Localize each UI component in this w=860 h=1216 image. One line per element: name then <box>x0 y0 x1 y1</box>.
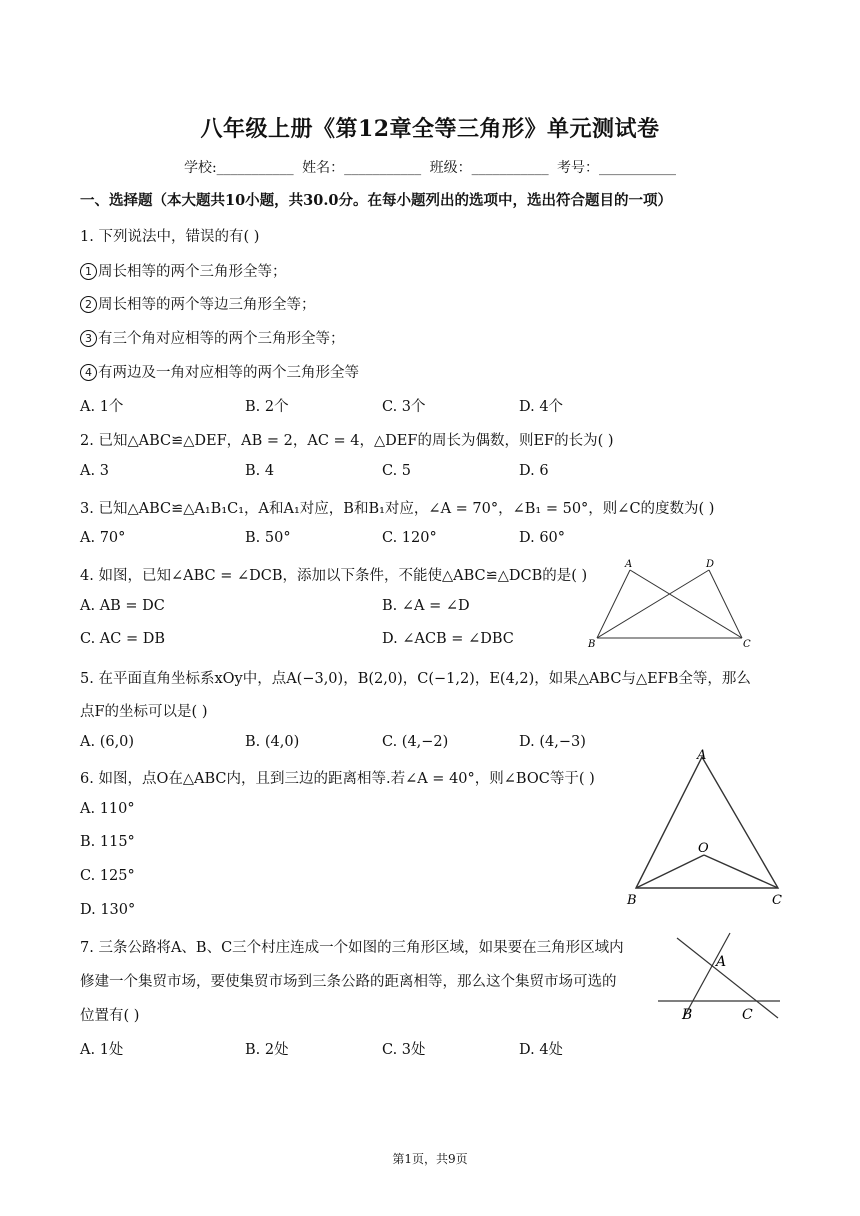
q6-option-a: A. 110° <box>80 801 135 817</box>
q1-item-1 <box>80 260 287 281</box>
exam-number-field: 考号：___________ <box>557 160 677 176</box>
q3-option-d: D. 60° <box>519 530 566 546</box>
q6-option-c: C. 125° <box>80 868 135 884</box>
q1-option-a: A. 1个 <box>80 399 124 415</box>
q5-option-c: C. (4,−2) <box>382 734 449 750</box>
class-field: 班级：___________ <box>429 160 549 176</box>
label-a: A <box>625 559 633 570</box>
label-c: C <box>742 1007 753 1023</box>
q4-option-d: D. ∠ACB = ∠DBC <box>382 631 514 647</box>
label-b: B <box>682 1007 693 1023</box>
q7-option-c: C. 3处 <box>382 1042 426 1058</box>
q7-stem-line1: 7. 三条公路将A、B、C三个村庄连成一个如图的三角形区域，如果要在三角形区域内 <box>80 940 624 956</box>
label-a: A <box>716 954 727 970</box>
q4-stem: 4. 如图，已知∠ABC = ∠DCB，添加以下条件，不能使△ABC≌△DCB的是( ) <box>80 568 588 584</box>
q4-option-b: B. ∠A = ∠D <box>382 598 470 614</box>
q1-item-text: 周长相等的两个三角形全等； <box>98 264 287 280</box>
q2-option-b: B. 4 <box>245 463 275 479</box>
q7-figure <box>650 928 785 1023</box>
q7-option-d: D. 4处 <box>519 1042 564 1058</box>
q7-stem-line2: 修建一个集贸市场，要使集贸市场到三条公路的距离相等，那么这个集贸市场可选的 <box>80 974 617 990</box>
q2-stem: 2. 已知△ABC≌△DEF，AB = 2，AC = 4，△DEF的周长为偶数，则EF的长为( ) <box>80 433 614 449</box>
q1-option-c: C. 3个 <box>382 399 426 415</box>
q3-stem: 3. 已知△ABC≌△A₁B₁C₁，A和A₁对应，B和B₁对应，∠A = 70°，∠B₁ = 50°，则∠C的度数为( ) <box>80 501 715 517</box>
page-number: 第1页，共9页 <box>392 1152 468 1166</box>
school-field: 学校:___________ <box>183 160 294 176</box>
q4-option-c: C. AC = DB <box>80 631 166 647</box>
q3-option-b: B. 50° <box>245 530 291 546</box>
q5-stem-line1: 5. 在平面直角坐标系xOy中，点A(−3,0)，B(2,0)，C(−1,2)，E(4,2)，如果△ABC与△EFB全等，那么 <box>80 671 751 687</box>
name-field: 姓名：___________ <box>302 160 422 176</box>
segment-bo <box>636 855 704 888</box>
label-b: B <box>627 893 637 908</box>
q7-option-a: A. 1处 <box>80 1042 124 1058</box>
q6-stem: 6. 如图，点O在△ABC内，且到三边的距离相等.若∠A = 40°，则∠BOC等于( ) <box>80 771 595 787</box>
label-c: C <box>743 639 751 650</box>
q4-option-a: A. AB = DC <box>80 598 165 614</box>
circled-number: 1 <box>80 263 97 280</box>
q3-option-a: A. 70° <box>80 530 126 546</box>
q3-option-c: C. 120° <box>382 530 437 546</box>
triangle-abc <box>636 757 778 888</box>
segment-oc <box>704 855 778 888</box>
circled-number: 4 <box>80 364 97 381</box>
q4-figure <box>585 552 760 652</box>
q2-option-a: A. 3 <box>80 463 109 479</box>
label-d: D <box>706 559 715 570</box>
q1-item-3 <box>80 327 345 348</box>
student-info-line <box>0 157 860 177</box>
circled-number: 3 <box>80 330 97 347</box>
page-title: 八年级上册《第12章全等三角形》单元测试卷 <box>200 116 660 142</box>
q1-option-b: B. 2个 <box>245 399 289 415</box>
q1-item-2 <box>80 293 316 314</box>
q1-option-d: D. 4个 <box>519 399 564 415</box>
q1-item-text: 周长相等的两个等边三角形全等； <box>98 297 316 313</box>
q1-item-text: 有两边及一角对应相等的两个三角形全等 <box>98 365 359 381</box>
q2-option-d: D. 6 <box>519 463 549 479</box>
q6-option-d: D. 130° <box>80 902 136 918</box>
q7-option-b: B. 2处 <box>245 1042 289 1058</box>
label-o: O <box>698 841 709 856</box>
q6-option-b: B. 115° <box>80 834 135 850</box>
q2-option-c: C. 5 <box>382 463 412 479</box>
q7-stem-line3: 位置有( ) <box>80 1008 140 1024</box>
section-heading: 一、选择题（本大题共10小题，共30.0分。在每小题列出的选项中，选出符合题目的一项） <box>80 192 672 209</box>
label-b: B <box>588 639 596 650</box>
q1-stem: 1. 下列说法中，错误的有( ) <box>80 229 260 245</box>
circled-number: 2 <box>80 296 97 313</box>
q5-stem-line2: 点F的坐标可以是( ) <box>80 704 208 720</box>
q5-option-b: B. (4,0) <box>245 734 300 750</box>
q6-figure <box>622 745 792 910</box>
road-ac <box>677 938 778 1018</box>
label-a: A <box>697 748 707 763</box>
q5-option-d: D. (4,−3) <box>519 734 586 750</box>
label-c: C <box>772 893 782 908</box>
q5-option-a: A. (6,0) <box>80 734 135 750</box>
q1-item-text: 有三个角对应相等的两个三角形全等； <box>98 331 345 347</box>
q1-item-4 <box>80 361 359 382</box>
